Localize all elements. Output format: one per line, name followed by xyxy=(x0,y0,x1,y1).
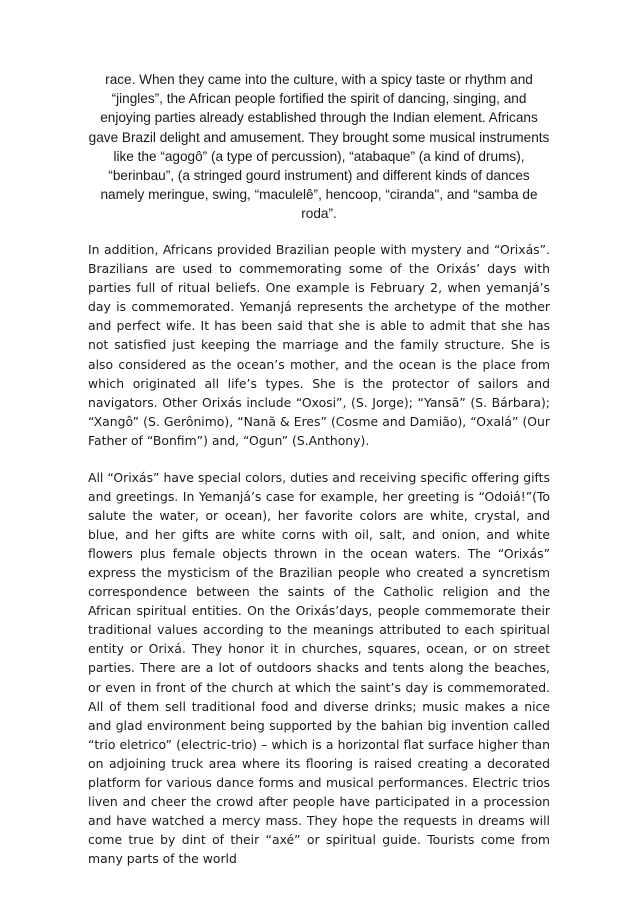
paragraph-orixas-celebrations: All “Orixás” have special colors, duties and receiving specific offering gifts and greetings. In Yemanjá’s case for example, her greeting is “Odoiá!”(To salute the water, or ocean), her favorite colors are white, crystal, and blue, and her gifts are white corns with oil, salt, and onion, and white flowers plus female objects thrown in the ocean waters. The “Orixás” express the mysticism of the Brazilian people who created a syncretism correspondence between the saints of the Catholic religion and the African spiritual entities. On the Orixás’days, people commemorate their traditional values according to the meanings attributed to each spiritual entity or Orixá. They honor it in churches, squares, ocean, or on street parties. There are a lot of outdoors shacks and tents along the beaches, or even in front of the church at which the saint’s day is commemorated. All of them sell traditional food and diverse drinks; music makes a nice and glad environment being supported by the bahian big invention called “trio eletrico” (electric-trio) – which is a horizontal flat surface higher than on adjoining truck area where its flooring is raised creating a decorated platform for various dance forms and musical performances. Electric trios liven and cheer the crowd after people have participated in a procession and have watched a mercy mass. They hope the requests in dreams will come true by dint of their “axé” or spiritual guide. Tourists come from many parts of the world xyxy=(88,470,550,866)
paragraph-orixas-intro: In addition, Africans provided Brazilian people with mystery and “Orixás”. Brazilians are used to commemorating some of the Orixás’ days with parties full of ritual beliefs. One example is February 2, when yemanjá’s day is commemorated. Yemanjá represents the archetype of the mother and perfect wife. It has been said that she is able to admit that she has not satisfied just keeping the marriage and the family structure. She is also considered as the ocean’s mother, and the ocean is the place from which originated all life’s types. She is the protector of sailors and navigators. Other Orixás include “Oxosi”, (S. Jorge); “Yansã” (S. Bárbara); “Xangô” (S. Gerônimo), “Nanã & Eres” (Cosme and Damião), “Oxalá” (Our Father of “Bonfim”) and, “Ogun” (S.Anthony). xyxy=(88,242,550,448)
paragraph-music-and-dance: race. When they came into the culture, with a spicy taste or rhythm and “jingles”, the African people fortified the spirit of dancing, singing, and enjoying parties already established through the Indian element. Africans gave Brazil delight and amusement. They brought some musical instruments like the “agogô” (a type of percussion), “atabaque” (a kind of drums), “berinbau”, (a stringed gourd instrument) and different kinds of dances namely meringue, swing, “maculelê”, hencoop, “ciranda", and “samba de roda”. xyxy=(88,72,550,222)
